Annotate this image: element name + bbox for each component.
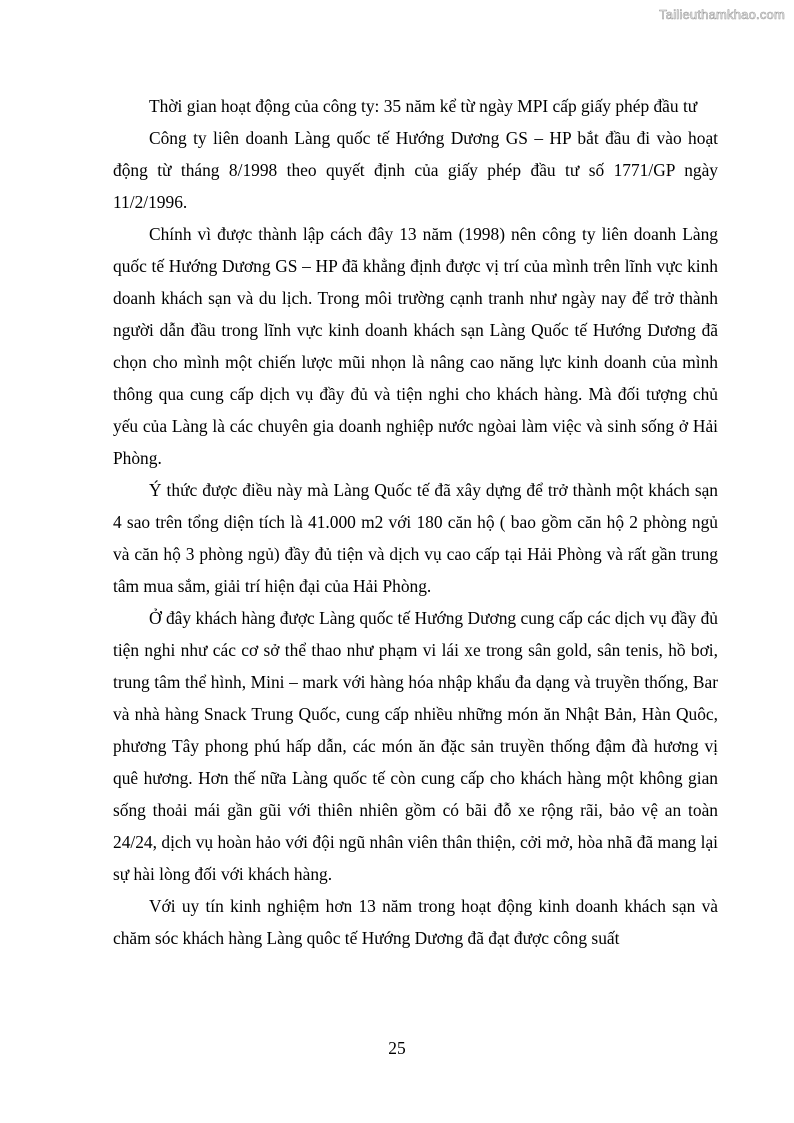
document-body <box>113 90 718 954</box>
paragraph-reputation: Với uy tín kinh nghiệm hơn 13 năm trong hoạt động kinh doanh khách sạn và chăm sóc khách hàng Làng quôc tế Hướng Dương đã đạt được công suất <box>113 896 718 948</box>
paragraph-services: Ở đây khách hàng được Làng quốc tế Hướng Dương cung cấp các dịch vụ đầy đủ tiện nghi như các cơ sở thể thao như phạm vi lái xe trong sân gold, sân tenis, hồ bơi, trung tâm thể hình, Mini – mark với hàng hóa nhập khẩu đa dạng và truyền thống, Bar và nhà hàng Snack Trung Quốc, cung cấp nhiều những món ăn Nhật Bản, Hàn Quôc, phương Tây phong phú hấp dẫn, các món ăn đặc sản truyền thống đậm đà hương vị quê hương. Hơn thế nữa Làng quốc tế còn cung cấp cho khách hàng một không gian sống thoải mái gần gũi với thiên nhiên gồm có bãi đỗ xe rộng rãi, bảo vệ an toàn 24/24, dịch vụ hoàn hảo với đội ngũ nhân viên thân thiện, cởi mở, hòa nhã đã mang lại sự hài lòng đối với khách hàng. <box>113 608 718 884</box>
paragraph-start-of-operation: Công ty liên doanh Làng quốc tế Hướng Dương GS – HP bắt đầu đi vào hoạt động từ tháng 8/1998 theo quyết định của giấy phép đầu tư số 1771/GP ngày 11/2/1996. <box>113 128 718 212</box>
paragraph-operation-period: Thời gian hoạt động của công ty: 35 năm kể từ ngày MPI cấp giấy phép đầu tư <box>149 96 698 116</box>
page-number: 25 <box>388 1038 406 1058</box>
paragraph-hotel-facilities: Ý thức được điều này mà Làng Quốc tế đã xây dựng để trở thành một khách sạn 4 sao trên tổng diện tích là 41.000 m2 với 180 căn hộ ( bao gồm căn hộ 2 phòng ngủ và căn hộ 3 phòng ngủ) đầy đủ tiện và dịch vụ cao cấp tại Hải Phòng và rất gần trung tâm mua sắm, giải trí hiện đại của Hải Phòng. <box>113 480 718 596</box>
paragraph-strategy: Chính vì được thành lập cách đây 13 năm (1998) nên công ty liên doanh Làng quốc tế Hướng Dương GS – HP đã khẳng định được vị trí của mình trên lĩnh vực kinh doanh khách sạn và du lịch. Trong môi trường cạnh tranh như ngày nay để trở thành người dẫn đầu trong lĩnh vực kinh doanh khách sạn Làng Quốc tế Hướng Dương đã chọn cho mình một chiến lược mũi nhọn là nâng cao năng lực kinh doanh của mình thông qua cung cấp dịch vụ đầy đủ và tiện nghi cho khách hàng. Mà đối tượng chủ yếu của Làng là các chuyên gia doanh nghiệp nước ngòai làm việc và sinh sống ở Hải Phòng. <box>113 224 718 468</box>
watermark-text: Tailieuthamkhao.com <box>659 7 785 22</box>
